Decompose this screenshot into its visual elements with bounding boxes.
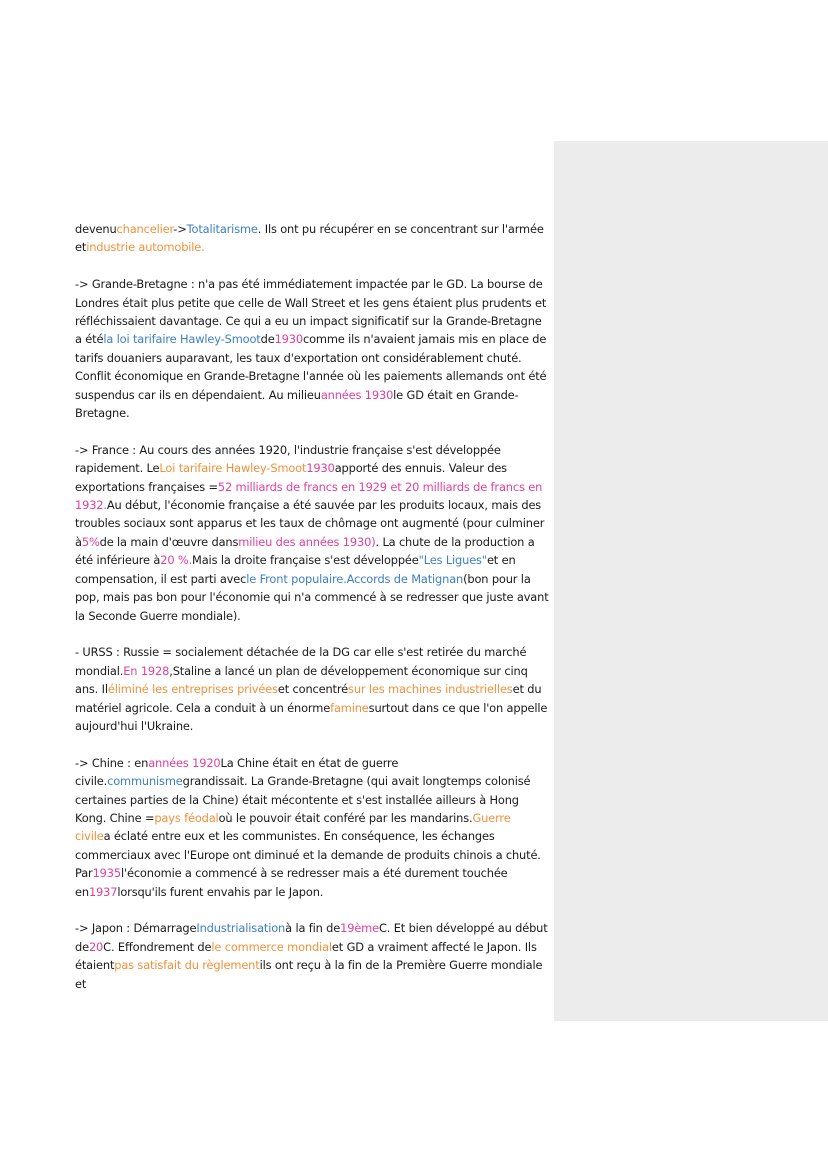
text-run: et en compensation, il est parti avec <box>75 553 516 586</box>
text-run: Au début, l'économie française a été sauvée par les produits locaux, mais des troubles sociaux sont apparus et les taux de chômage ont augmenté (pour culminer à <box>75 498 545 549</box>
comment-pane <box>554 141 828 1021</box>
highlighted-term: chancelier <box>116 222 174 236</box>
highlighted-term: 20 <box>88 939 104 954</box>
highlighted-term: "Les Ligues" <box>418 553 487 568</box>
text-run: ils ont reçu à la fin de la Première Guerre mondiale et <box>75 958 543 991</box>
highlighted-term: Totalitarisme <box>186 222 258 236</box>
highlighted-term: pas satisfait du règlement <box>114 958 260 973</box>
text-run: (bon pour la pop, mais pas bon pour l'économie qui n'a commencé à se redresser que juste avant la Seconde Guerre mondiale). <box>75 571 549 623</box>
text-run: l'économie a commencé à se redresser mais a été durement touchée en <box>75 866 508 899</box>
highlighted-term: 19ème <box>340 921 379 936</box>
text-run: grandissait. La Grande-Bretagne (qui avait longtemps colonisé certaines parties de la Chine) était mécontente et s'est installée ailleurs à Hong Kong. Chine = <box>75 774 531 825</box>
highlighted-term: 20 %. <box>160 553 193 568</box>
highlighted-term: industrie automobile. <box>86 240 205 255</box>
highlighted-term: Guerre civile <box>75 810 511 844</box>
highlighted-term: En 1928 <box>123 663 170 678</box>
text-run: . La chute de la production a été inférieure à <box>75 534 535 568</box>
highlighted-term: éliminé les entreprises privées <box>107 682 278 697</box>
text-run: C. Et bien développé au début de <box>75 921 548 954</box>
highlighted-term: 5% <box>81 534 100 549</box>
text-run: où le pouvoir était conféré par les mandarins. <box>218 810 473 825</box>
text-run: apporté des ennuis. Valeur des exportations françaises = <box>75 461 507 494</box>
text-run: ,Staline a lancé un plan de développement économique sur cinq ans. Il <box>75 663 528 697</box>
highlighted-term: le commerce mondial <box>211 939 332 954</box>
highlighted-term: 1930 <box>274 332 303 347</box>
highlighted-term: 1937 <box>88 884 118 899</box>
paragraph <box>75 643 549 735</box>
text-run: -> Grande-Bretagne : n'a pas été immédiatement impactée par le GD. La bourse de Londres était plus petite que celle de Wall Street et les gens étaient plus prudents et réfléchissaient davantage. Ce qui a eu un impact significatif sur la Grande-Bretagne a été <box>75 277 547 347</box>
text-run: La Chine était en état de guerre civile. <box>75 755 399 789</box>
text-run: C. Effondrement de <box>103 939 212 954</box>
text-run: -> Chine : en <box>75 755 149 770</box>
highlighted-term: la loi tarifaire Hawley-Smoot <box>103 332 261 347</box>
highlighted-term: le Front populaire. <box>246 571 347 586</box>
text-run: -> <box>173 222 187 236</box>
paragraph <box>75 919 549 993</box>
highlighted-term: sur les machines industrielles <box>348 682 513 697</box>
text-run: à la fin de <box>285 921 341 936</box>
highlighted-term: 52 milliards de francs en 1929 et 20 milliards de francs en 1932. <box>75 479 543 513</box>
highlighted-term: Industrialisation <box>196 921 286 936</box>
text-run: comme ils n'avaient jamais mis en place de tarifs douaniers auparavant, les taux d'exportation ont considérablement chuté. Conflit économique en Grande-Bretagne l'année où les paiements allemands ont été suspendus car ils en dépendaient. Au milieu <box>75 332 547 402</box>
text-run: de la main d'œuvre dans <box>99 534 239 549</box>
text-run: lorsqu'ils furent envahis par le Japon. <box>117 884 324 899</box>
highlighted-term: communisme <box>107 774 183 789</box>
highlighted-term: Loi tarifaire Hawley-Smoot <box>159 461 307 476</box>
text-run: - URSS : Russie = socialement détachée de la DG car elle s'est retirée du marché mondial. <box>75 645 527 678</box>
text-run: et concentré <box>277 682 349 697</box>
document-body <box>75 220 549 1011</box>
paragraph <box>75 275 549 422</box>
highlighted-term: pays féodal <box>154 810 219 825</box>
highlighted-term: milieu des années 1930) <box>238 534 376 549</box>
highlighted-term: famine <box>330 700 369 715</box>
text-run: surtout dans ce que l'on appelle aujourd'hui l'Ukraine. <box>75 700 548 733</box>
text-run: -> Japon : Démarrage <box>75 921 197 936</box>
highlighted-term: 1930 <box>306 461 335 476</box>
highlighted-term: 1935 <box>92 866 121 881</box>
paragraph <box>75 220 549 257</box>
text-run: et GD a vraiment affecté le Japon. Ils étaient <box>75 939 537 973</box>
text-run: Mais la droite française s'est développée <box>192 553 419 568</box>
text-run: de <box>260 332 275 347</box>
paragraph <box>75 754 549 901</box>
highlighted-term: années 1920 <box>148 755 221 770</box>
text-run: a éclaté entre eux et les communistes. En conséquence, les échanges commerciaux avec l'Europe ont diminué et la demande de produits chinois a chuté. Par <box>75 829 541 881</box>
text-run: le GD était en Grande-Bretagne. <box>75 387 519 421</box>
text-run: -> France : Au cours des années 1920, l'industrie française s'est développée rapidement. Le <box>75 442 501 476</box>
highlighted-term: années 1930 <box>320 387 394 402</box>
text-run: . Ils ont pu récupérer en se concentrant sur l'armée et <box>75 222 544 255</box>
highlighted-term: Accords de Matignan <box>346 571 464 586</box>
text-run: et du matériel agricole. Cela a conduit à un énorme <box>75 682 542 715</box>
paragraph <box>75 441 549 625</box>
text-run: devenu <box>75 222 117 236</box>
